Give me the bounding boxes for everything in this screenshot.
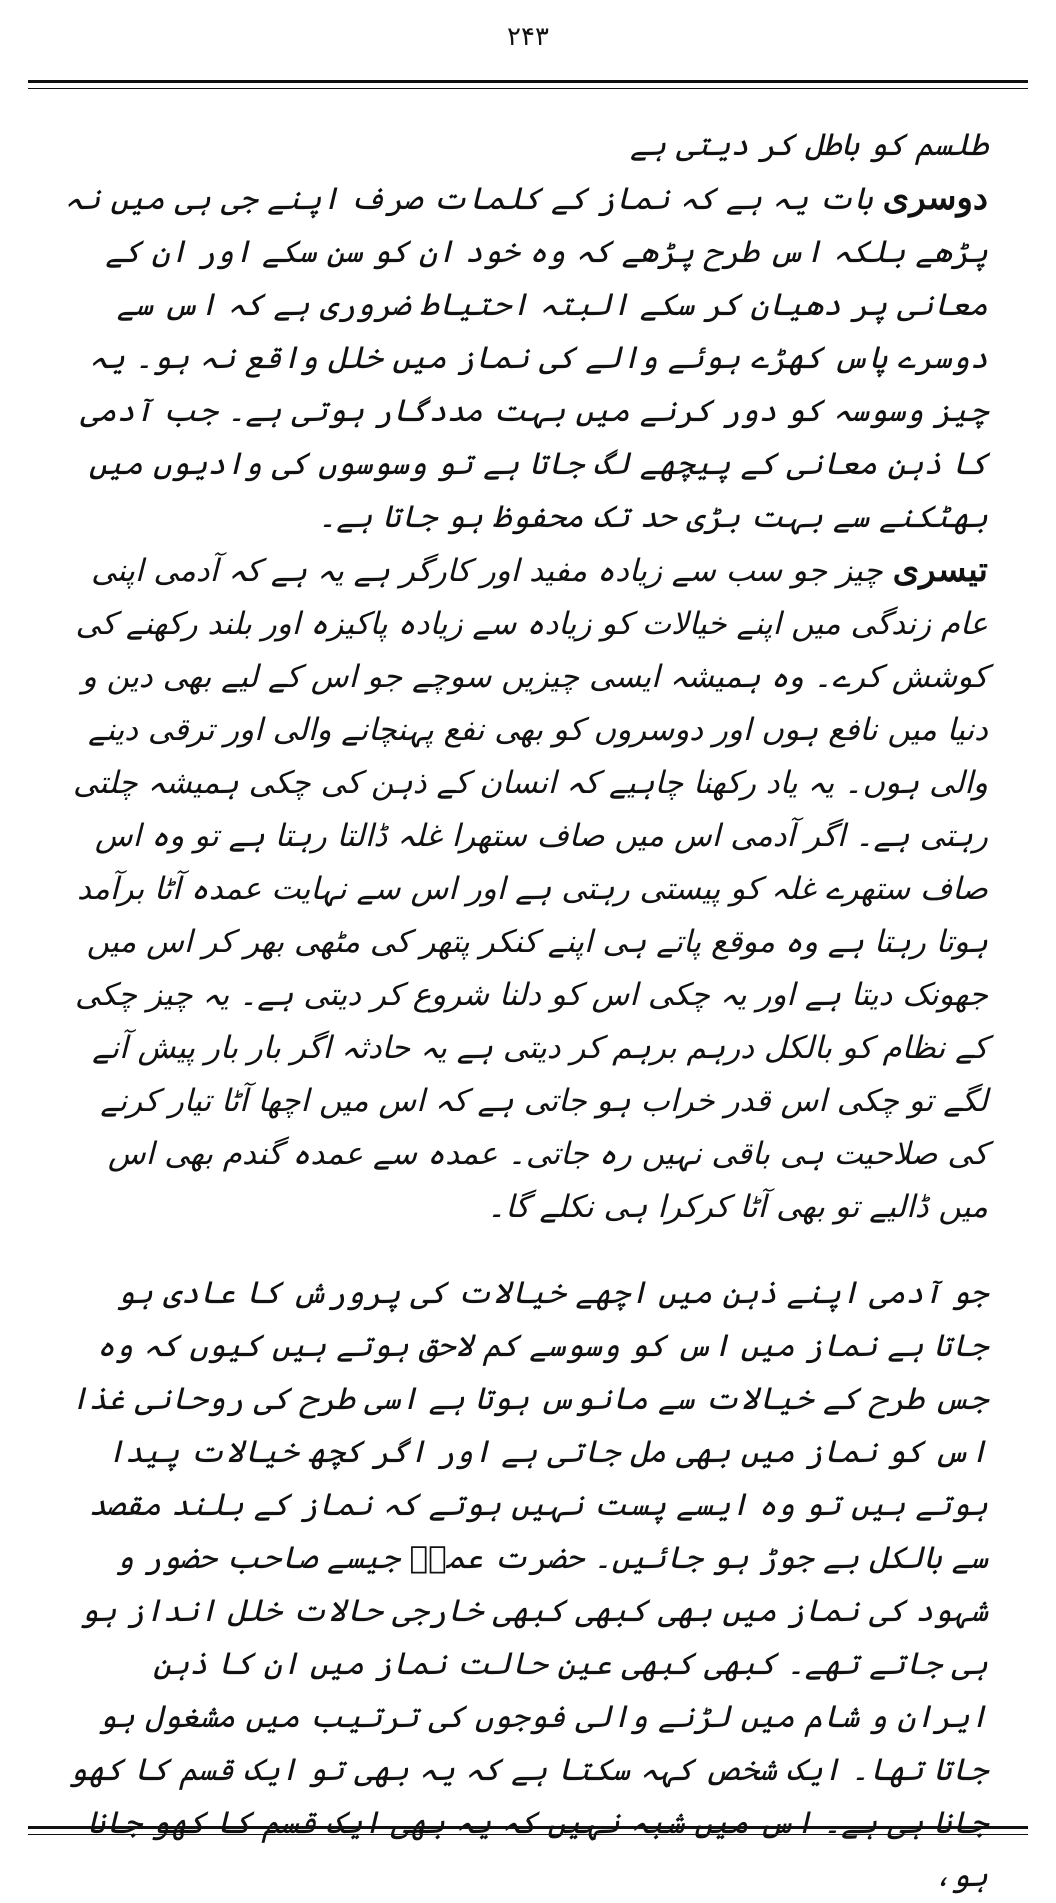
paragraph-lead: تیسری: [892, 550, 988, 590]
paragraph: [58, 172, 988, 544]
header-rule: [28, 80, 1028, 83]
paragraph-lead: دوسری: [882, 178, 988, 218]
paragraph: [58, 1266, 988, 1903]
paragraph-text: طلسم کو باطل کر دیتی ہے: [629, 127, 988, 163]
paragraph-text: جو آدمی اپنے ذہن میں اچھے خیالات کی پرورش کا عادی ہو جاتا ہے نماز میں اس کو وسوسے کم لاحق ہوتے ہیں کیوں کہ وہ جس طرح کے خیالات سے مانوس ہوتا ہے اسی طرح کی روحانی غذا اس کو نماز میں بھی مل جاتی ہے اور اگر کچھ خیالات پیدا ہوتے ہیں تو وہ ایسے پست نہیں ہوتے کہ نماز کے بلند مقصد سے بالکل بے جوڑ ہو جائیں۔ حضرت عمرؓ جیسے صاحب حضور و شہود کی نماز میں بھی کبھی کبھی خارجی حالات خلل انداز ہو ہی جاتے تھے۔ کبھی کبھی عین حالت نماز میں ان کا ذہن ایران و شام میں لڑنے والی فوجوں کی ترتیب میں مشغول ہو جاتا تھا۔ ایک شخص کہہ سکتا ہے کہ یہ بھی تو ایک قسم کا کھو جانا ہی ہے۔ اس میں شبہ نہیں کہ یہ بھی ایک قسم کا کھو جانا ہو،: [68, 1275, 988, 1894]
header-rule-thin: [28, 88, 1028, 89]
paragraph-text: بات یہ ہے کہ نماز کے کلمات صرف اپنے جی ہی میں نہ پڑھے بلکہ اس طرح پڑھے کہ وہ خود ان کو سن سکے اور ان کے معانی پر دھیان کر سکے البتہ احتیاط ضروری ہے کہ اس سے دوسرے پاس کھڑے ہوئے والے کی نماز میں خلل واقع نہ ہو۔ یہ چیز وسوسہ کو دور کرنے میں بہت مددگار ہوتی ہے۔ جب آدمی کا ذہن معانی کے پیچھے لگ جاتا ہے تو وسوسوں کی وادیوں میں بھٹکنے سے بہت بڑی حد تک محفوظ ہو جاتا ہے۔: [64, 181, 988, 535]
page-body: [58, 118, 988, 1903]
paragraph: [58, 544, 988, 1234]
page-number: ۲۴۳: [507, 22, 549, 52]
paragraph: [58, 118, 988, 172]
footer-rule-thin: [28, 1834, 1028, 1835]
footer-rule: [28, 1826, 1028, 1829]
paragraph-text: چیز جو سب سے زیادہ مفید اور کارگر ہے یہ ہے کہ آدمی اپنی عام زندگی میں اپنے خیالات کو زیادہ سے زیادہ پاکیزہ اور بلند رکھنے کی کوشش کرے۔ وہ ہمیشہ ایسی چیزیں سوچے جو اس کے لیے بھی دین و دنیا میں نافع ہوں اور دوسروں کو بھی نفع پہنچانے والی اور ترقی دینے والی ہوں۔ یہ یاد رکھنا چاہیے کہ انسان کے ذہن کی چکی ہمیشہ چلتی رہتی ہے۔ اگر آدمی اس میں صاف ستھرا غلہ ڈالتا رہتا ہے تو وہ اس صاف ستھرے غلہ کو پیستی رہتی ہے اور اس سے نہایت عمدہ آٹا برآمد ہوتا رہتا ہے وہ موقع پاتے ہی اپنے کنکر پتھر کی مٹھی بھر کر اس میں جھونک دیتا ہے اور یہ چکی اس کو دلنا شروع کر دیتی ہے۔ یہ چیز چکی کے نظام کو بالکل درہم برہم کر دیتی ہے یہ حادثہ اگر بار بار پیش آنے لگے تو چکی اس قدر خراب ہو جاتی ہے کہ اس میں اچھا آٹا تیار کرنے کی صلاحیت ہی باقی نہیں رہ جاتی۔ عمدہ سے عمدہ گندم بھی اس میں ڈالیے تو بھی آٹا کرکرا ہی نکلے گا۔: [73, 553, 988, 1225]
